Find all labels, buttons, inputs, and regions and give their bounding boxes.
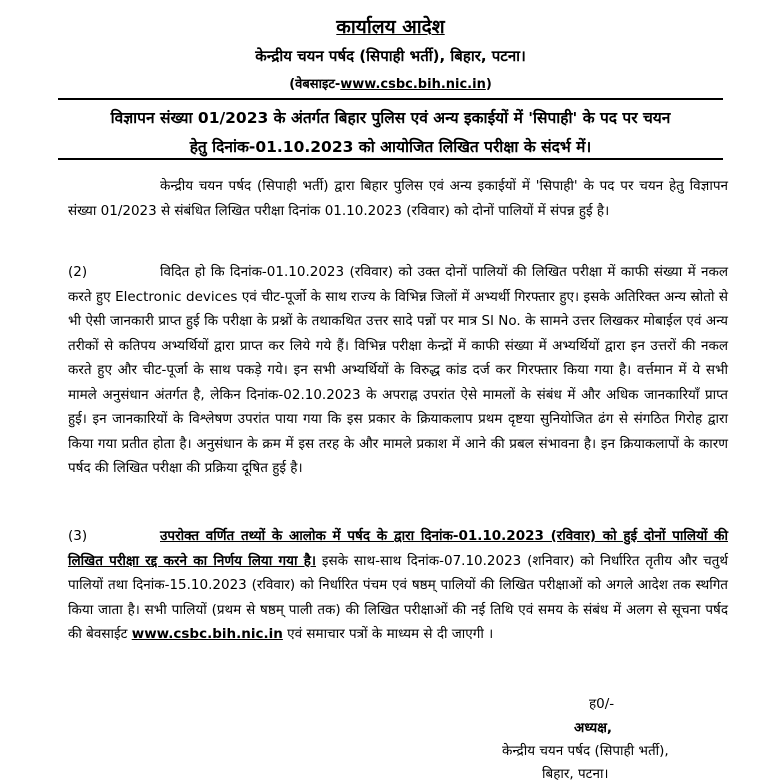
subject-line-1: विज्ञापन संख्या 01/2023 के अंतर्गत बिहार पुलिस एवं अन्य इकाईयों में 'सिपाही' के पद पर चयन: [110, 109, 671, 127]
paragraph-3-end: एवं समाचार पत्रों के माध्यम से दी जाएगी ।: [282, 626, 494, 642]
paragraph-3: [68, 524, 728, 647]
signature-sd: ह0/-: [589, 696, 615, 712]
subject-line: [0, 106, 781, 157]
paragraph-1-text: केन्द्रीय चयन पर्षद (सिपाही भर्ती) द्वारा बिहार पुलिस एवं अन्य इकाईयों में 'सिपाही' के पद पर चयन हेतु विज्ञापन संख्या 01/2023 से संबंधित लिखित परीक्षा दिनांक 01.10.2023 (रविवार) को दोनों पालियों में संपन्न हुई है।: [68, 178, 728, 219]
signature-place: बिहार, पटना।: [542, 766, 609, 782]
subject-line-2: हेतु दिनांक-01.10.2023 को आयोजित लिखित परीक्षा के संदर्भ में।: [189, 138, 592, 156]
paragraph-3-text: इसके साथ-साथ दिनांक-07.10.2023 (शनिवार) को निर्धारित तृतीय और चतुर्थ पालियों तथा दिनांक-15.10.2023 (रविवार) को निर्धारित पंचम एवं षष्ठम् पालियों की लिखित परीक्षाओं को अगले आदेश तक स्थगित किया जाता है। सभी पालियों (प्रथम से षष्ठम् पाली तक) की लिखित परीक्षाओं की नई तिथि एवं समय के संबंध में अलग से सूचना पर्षद की बेवसाईट: [68, 552, 728, 642]
signature-designation: अध्यक्ष,: [574, 720, 613, 736]
website-suffix: ): [485, 77, 492, 92]
website-link[interactable]: www.csbc.bih.nic.in: [340, 77, 486, 92]
paragraph-3-number: (3): [68, 528, 88, 544]
paragraph-2-number: (2): [68, 264, 88, 280]
website-prefix: (वेबसाइट-: [289, 77, 341, 92]
issuing-office: केन्द्रीय चयन पर्षद (सिपाही भर्ती), बिहार, पटना।: [255, 47, 526, 65]
paragraph-1: [68, 174, 728, 223]
paragraph-3-website-link[interactable]: www.csbc.bih.nic.in: [131, 626, 283, 642]
decision-statement: उपरोक्त वर्णित तथ्यों के आलोक में पर्षद के द्वारा दिनांक-01.10.2023 (रविवार) को हुई दोनों पालियों की लिखित परीक्षा रद्द करने का निर्णय लिया गया है।: [68, 528, 728, 569]
website-line: [0, 74, 781, 92]
paragraph-2-text: विदित हो कि दिनांक-01.10.2023 (रविवार) को उक्त दोनों पालियों की लिखित परीक्षा में काफी संख्या में नकल करते हुए Electronic devices एवं चीट-पूर्जो के साथ राज्य के विभिन्न जिलों में अभ्यर्थी गिरफ्तार हुए। इसके अतिरिक्त अन्य स्रोतो से भी ऐसी जानकारी प्राप्त हुई कि परीक्षा के प्रश्नों के तथाकथित उत्तर सादे पन्नों पर मात्र Sl No. के सामने उत्तर लिखकर मोबाईल एवं अन्य तरीकों से कतिपय अभ्यर्थियों द्वारा प्राप्त कर लिये गये हैं। विभिन्न परीक्षा केन्द्रों में काफी संख्या में अभ्यर्थियों द्वारा इन उत्तरों की नकल करते हुए और चीट-पूर्जा के साथ पकड़े गये। इन सभी अभ्यर्थियों के विरुद्ध कांड दर्ज कर गिरफ्तार किया गया है। वर्त्तमान में ये सभी मामले अनुसंधान अंतर्गत है, लेकिन दिनांक-02.10.2023 के अपराह्न उपरांत ऐसे मामलों के संबंध में और अधिक जानकारियाँ प्राप्त हुई। इन जानकारियों के विश्लेषण उपरांत पाया गया कि इस प्रकार के क्रियाकलाप प्रथम दृष्टया सुनियोजित ढंग से संगठित गिरोह द्वारा किया गया प्रतीत होता है। अनुसंधान के क्रम में इस तरह के और मामले प्रकाश में आने की प्रबल संभावना है। इन क्रियाकलापों के कारण पर्षद की लिखित परीक्षा की प्रक्रिया दूषित हुई है।: [68, 264, 728, 476]
document-title: कार्यालय आदेश: [336, 16, 445, 38]
signature-office: केन्द्रीय चयन पर्षद (सिपाही भर्ती),: [502, 743, 669, 759]
paragraph-2: [68, 260, 728, 481]
